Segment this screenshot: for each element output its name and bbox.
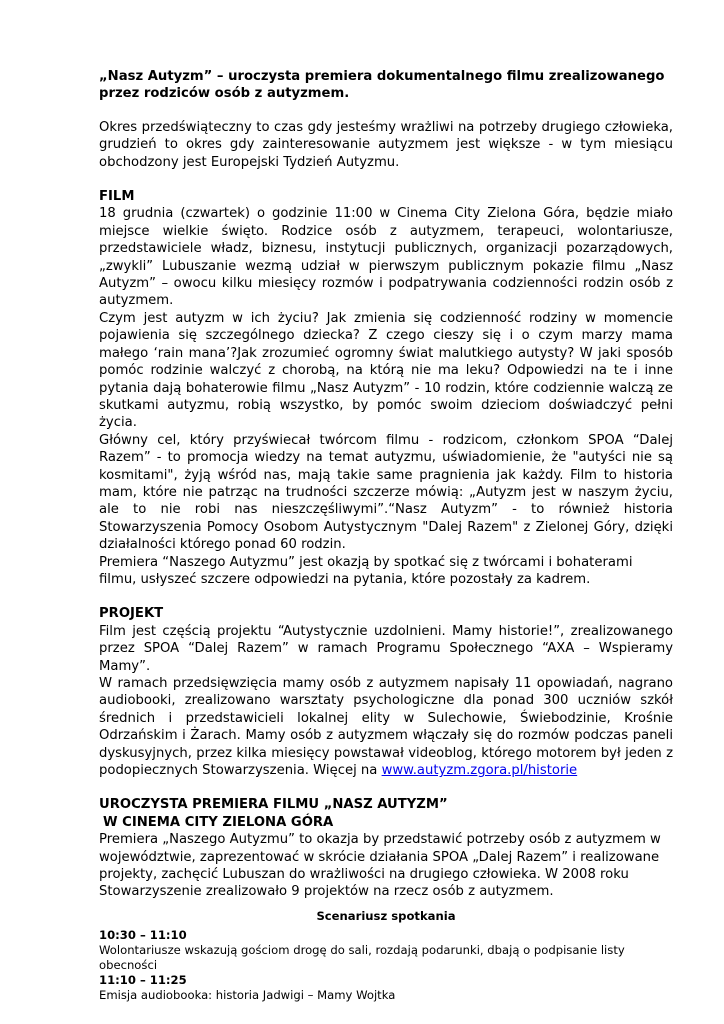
projekt-paragraph-2 xyxy=(99,675,673,779)
schedule-time-2: 11:10 – 11:25 xyxy=(99,972,187,987)
film-heading: FILM xyxy=(99,189,135,205)
schedule-time-1: 10:30 – 11:10 xyxy=(99,927,187,942)
document-title: „Nasz Autyzm” – uroczysta premiera dokumentalnego filmu zrealizowanego przez rodziców osób z autyzmem. xyxy=(99,69,665,102)
projekt-paragraph-2-text: W ramach przedsięwzięcia mamy osób z autyzmem napisały 11 opowiadań, nagrano audiobooki, zrealizowano warsztaty psychologiczne dla ponad 300 uczniów szkół średnich i przedstawicieli lokalnej elity w Sulechowie, Świebodzinie, Krośnie Odrzańskim i Żarach. Mamy osób z autyzmem włączały się do rozmów podczas paneli dyskusyjnych, przez kilka miesięcy powstawał videoblog, którego motorem był jeden z podopiecznych Stowarzyszenia. Więcej na xyxy=(99,676,673,779)
projekt-paragraph-1: Film jest częścią projektu “Autystycznie uzdolnieni. Mamy historie!”, zrealizowanego przez SPOA “Dalej Razem” w ramach Programu Społecznego “AXA – Wspieramy Mamy”. xyxy=(99,623,673,674)
premiera-heading-2: W CINEMA CITY ZIELONA GÓRA xyxy=(103,814,334,830)
spacer xyxy=(99,779,673,796)
schedule-text-2: Emisja audiobooka: historia Jadwigi – Mamy Wojtka xyxy=(99,987,396,1002)
spacer xyxy=(99,588,673,605)
schedule-text-1: Wolontariusze wskazują gościom drogę do sali, rozdają podarunki, dbają o podpisanie listy obecności xyxy=(99,942,625,972)
film-paragraph-4: Premiera “Naszego Autyzmu” jest okazją by spotkać się z twórcami i bohaterami filmu, usłyszeć szczere odpowiedzi na pytania, które pozostały za kadrem. xyxy=(99,554,633,587)
film-paragraph-3: Główny cel, który przyświecał twórcom filmu - rodzicom, członkom SPOA “Dalej Razem” - to promocja wiedzy na temat autyzmu, uświadomienie, że "autyści nie są kosmitami", żyją wśród nas, mają takie same pragnienia jak każdy. Film to historia mam, które nie patrząc na trudności szczerze mówią: „Autyzm jest w naszym życiu, ale to nie robi nas nieszczęśliwymi”.“Nasz Autyzm” - to również historia Stowarzyszenia Pomocy Osobom Autystycznym "Dalej Razem" z Zielonej Góry, dzięki działalności którego ponad 60 rodzin. xyxy=(99,432,673,553)
document-page xyxy=(99,68,673,1003)
spacer xyxy=(99,171,673,188)
projekt-heading: PROJEKT xyxy=(99,606,164,622)
historie-link[interactable]: www.autyzm.zgora.pl/historie xyxy=(381,763,578,779)
film-paragraph-1: 18 grudnia (czwartek) o godzinie 11:00 w Cinema City Zielona Góra, będzie miało miejsce wielkie święto. Rodzice osób z autyzmem, terapeuci, wolontariusze, przedstawiciele władz, biznesu, instytucji publicznych, organizacji pozarządowych, „zwykli” Lubuszanie wezmą udział w pierwszym publicznym pokazie filmu „Nasz Autyzm” – owocu kilku miesięcy rozmów i podpatrywania codzienności rodzin osób z autyzmem. xyxy=(99,206,673,309)
premiera-paragraph: Premiera „Naszego Autyzmu” to okazja by przedstawić potrzeby osób z autyzmem w województwie, zaprezentować w skrócie działania SPOA „Dalej Razem” i realizowane projekty, zachęcić Lubuszan do wrażliwości na drugiego człowieka. W 2008 roku Stowarzyszenie zrealizowało 9 projektów na rzecz osób z autyzmem. xyxy=(99,832,661,900)
schedule-title: Scenariusz spotkania xyxy=(316,908,456,923)
intro-paragraph: Okres przedświąteczny to czas gdy jesteśmy wrażliwi na potrzeby drugiego człowieka, grudzień to okres gdy zainteresowanie autyzmem jest większe - w tym miesiącu obchodzony jest Europejski Tydzień Autyzmu. xyxy=(99,119,673,170)
premiera-heading-1: UROCZYSTA PREMIERA FILMU „NASZ AUTYZM” xyxy=(99,797,448,813)
film-paragraph-2: Czym jest autyzm w ich życiu? Jak zmienia się codzienność rodziny w momencie pojawienia się szczególnego dziecka? Z czego cieszy się i o czym marzy mama małego ‘rain mana’?Jak zrozumieć ogromny świat malutkiego autysty? W jaki sposób pomóc rodzinie walczyć z chorobą, na którą nie ma leku? Odpowiedzi na te i inne pytania dają bohaterowie filmu „Nasz Autyzm” - 10 rodzin, które codziennie walczą ze skutkami autyzmu, robią wszystko, by pomóc swoim dzieciom doświadczyć pełni życia. xyxy=(99,310,673,431)
